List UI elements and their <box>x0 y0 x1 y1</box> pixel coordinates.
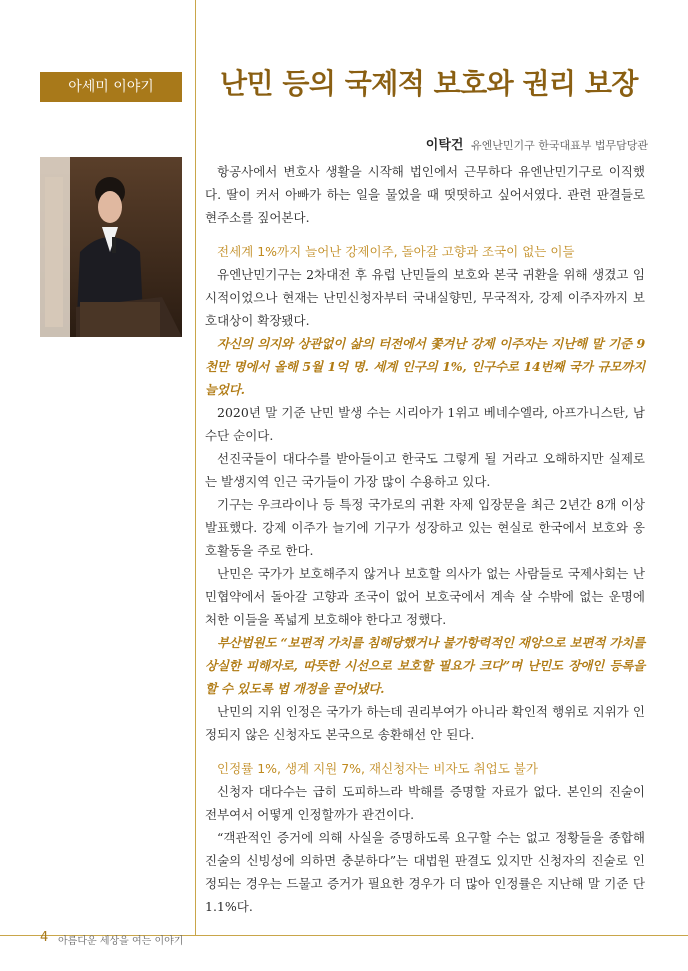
paragraph: 유엔난민기구는 2차대전 후 유럽 난민들의 보호와 본국 귀환을 위해 생겼고 임시적이었으나 현재는 난민신청자부터 국내실향민, 무국적자, 강제 이주자까지 보호대상이 확장됐다. <box>205 267 645 328</box>
paragraph: 기구는 우크라이나 등 특정 국가로의 귀환 자제 입장문을 최근 2년간 8개 이상 발표했다. 강제 이주가 늘기에 기구가 성장하고 있는 현실로 한국에서 보호와 옹호활동을 주로 한다. <box>205 497 645 558</box>
article-body <box>205 160 645 918</box>
paragraph: 난민의 지위 인정은 국가가 하는데 권리부여가 아니라 확인적 행위로 지위가 인정되지 않은 신청자도 본국으로 송환해선 안 된다. <box>205 704 645 742</box>
paragraph: “객관적인 증거에 의해 사실을 증명하도록 요구할 수는 없고 정황들을 종합해 진술의 신빙성에 의하면 충분하다”는 대법원 판결도 있지만 신청자의 진술로 인정되는 경우는 드물고 증거가 필요한 경우가 더 많아 인정률은 지난해 말 기준 단 1.1%다. <box>205 830 645 914</box>
author-affiliation: 유엔난민기구 한국대표부 법무담당관 <box>470 139 648 152</box>
section-label: 아세미 이야기 <box>40 72 182 102</box>
paragraph: 난민은 국가가 보호해주지 않거나 보호할 의사가 없는 사람들로 국제사회는 난민협약에서 돌아갈 고향과 조국이 없어 보호국에서 계속 살 수밖에 없는 운명에 처한 이들을 폭넓게 보호해야 한다고 정했다. <box>205 566 645 627</box>
author-byline <box>426 134 648 153</box>
divider-line <box>195 0 196 935</box>
paragraph: 항공사에서 변호사 생활을 시작해 법인에서 근무하다 유엔난민기구로 이직했다. 딸이 커서 아빠가 하는 일을 물었을 때 떳떳하고 싶어서였다. 관련 판결들로 현주소를 짚어본다. <box>205 164 645 225</box>
paragraph: 2020년 말 기준 난민 발생 수는 시리아가 1위고 베네수엘라, 아프가니스탄, 남수단 순이다. <box>205 405 645 443</box>
paragraph: 신청자 대다수는 급히 도피하느라 박해를 증명할 자료가 없다. 본인의 진술이 전부여서 어떻게 인정할까가 관건이다. <box>205 784 645 822</box>
paragraph: 선진국들이 대다수를 받아들이고 한국도 그렇게 될 거라고 오해하지만 실제로는 발생지역 인근 국가들이 가장 많이 수용하고 있다. <box>205 451 645 489</box>
page-number: 4 <box>40 930 49 945</box>
author-name: 이탁건 <box>425 138 464 153</box>
article-title: 난민 등의 국제적 보호와 권리 보장 <box>220 67 638 100</box>
subheading: 전세계 1%까지 늘어난 강제이주, 돌아갈 고향과 조국이 없는 이들 <box>217 244 575 259</box>
publication-title: 아름다운 세상을 여는 이야기 <box>58 936 184 947</box>
highlight-paragraph: 자신의 의지와 상관없이 삶의 터전에서 쫓겨난 강제 이주자는 지난해 말 기준 9천만 명에서 올해 5월 1억 명. 세계 인구의 1%, 인구수로 14번째 국가 규모까지 늘었다. <box>205 336 645 397</box>
highlight-paragraph: 부산법원도 “보편적 가치를 침해당했거나 불가항력적인 재앙으로 보편적 가치를 상실한 피해자로, 따뜻한 시선으로 보호할 필요가 크다”며 난민도 장애인 등록을 할 수 있도록 법 개정을 끌어냈다. <box>205 635 645 696</box>
speaker-photo <box>40 157 182 337</box>
subheading: 인정률 1%, 생계 지원 7%, 재신청자는 비자도 취업도 불가 <box>217 761 538 776</box>
